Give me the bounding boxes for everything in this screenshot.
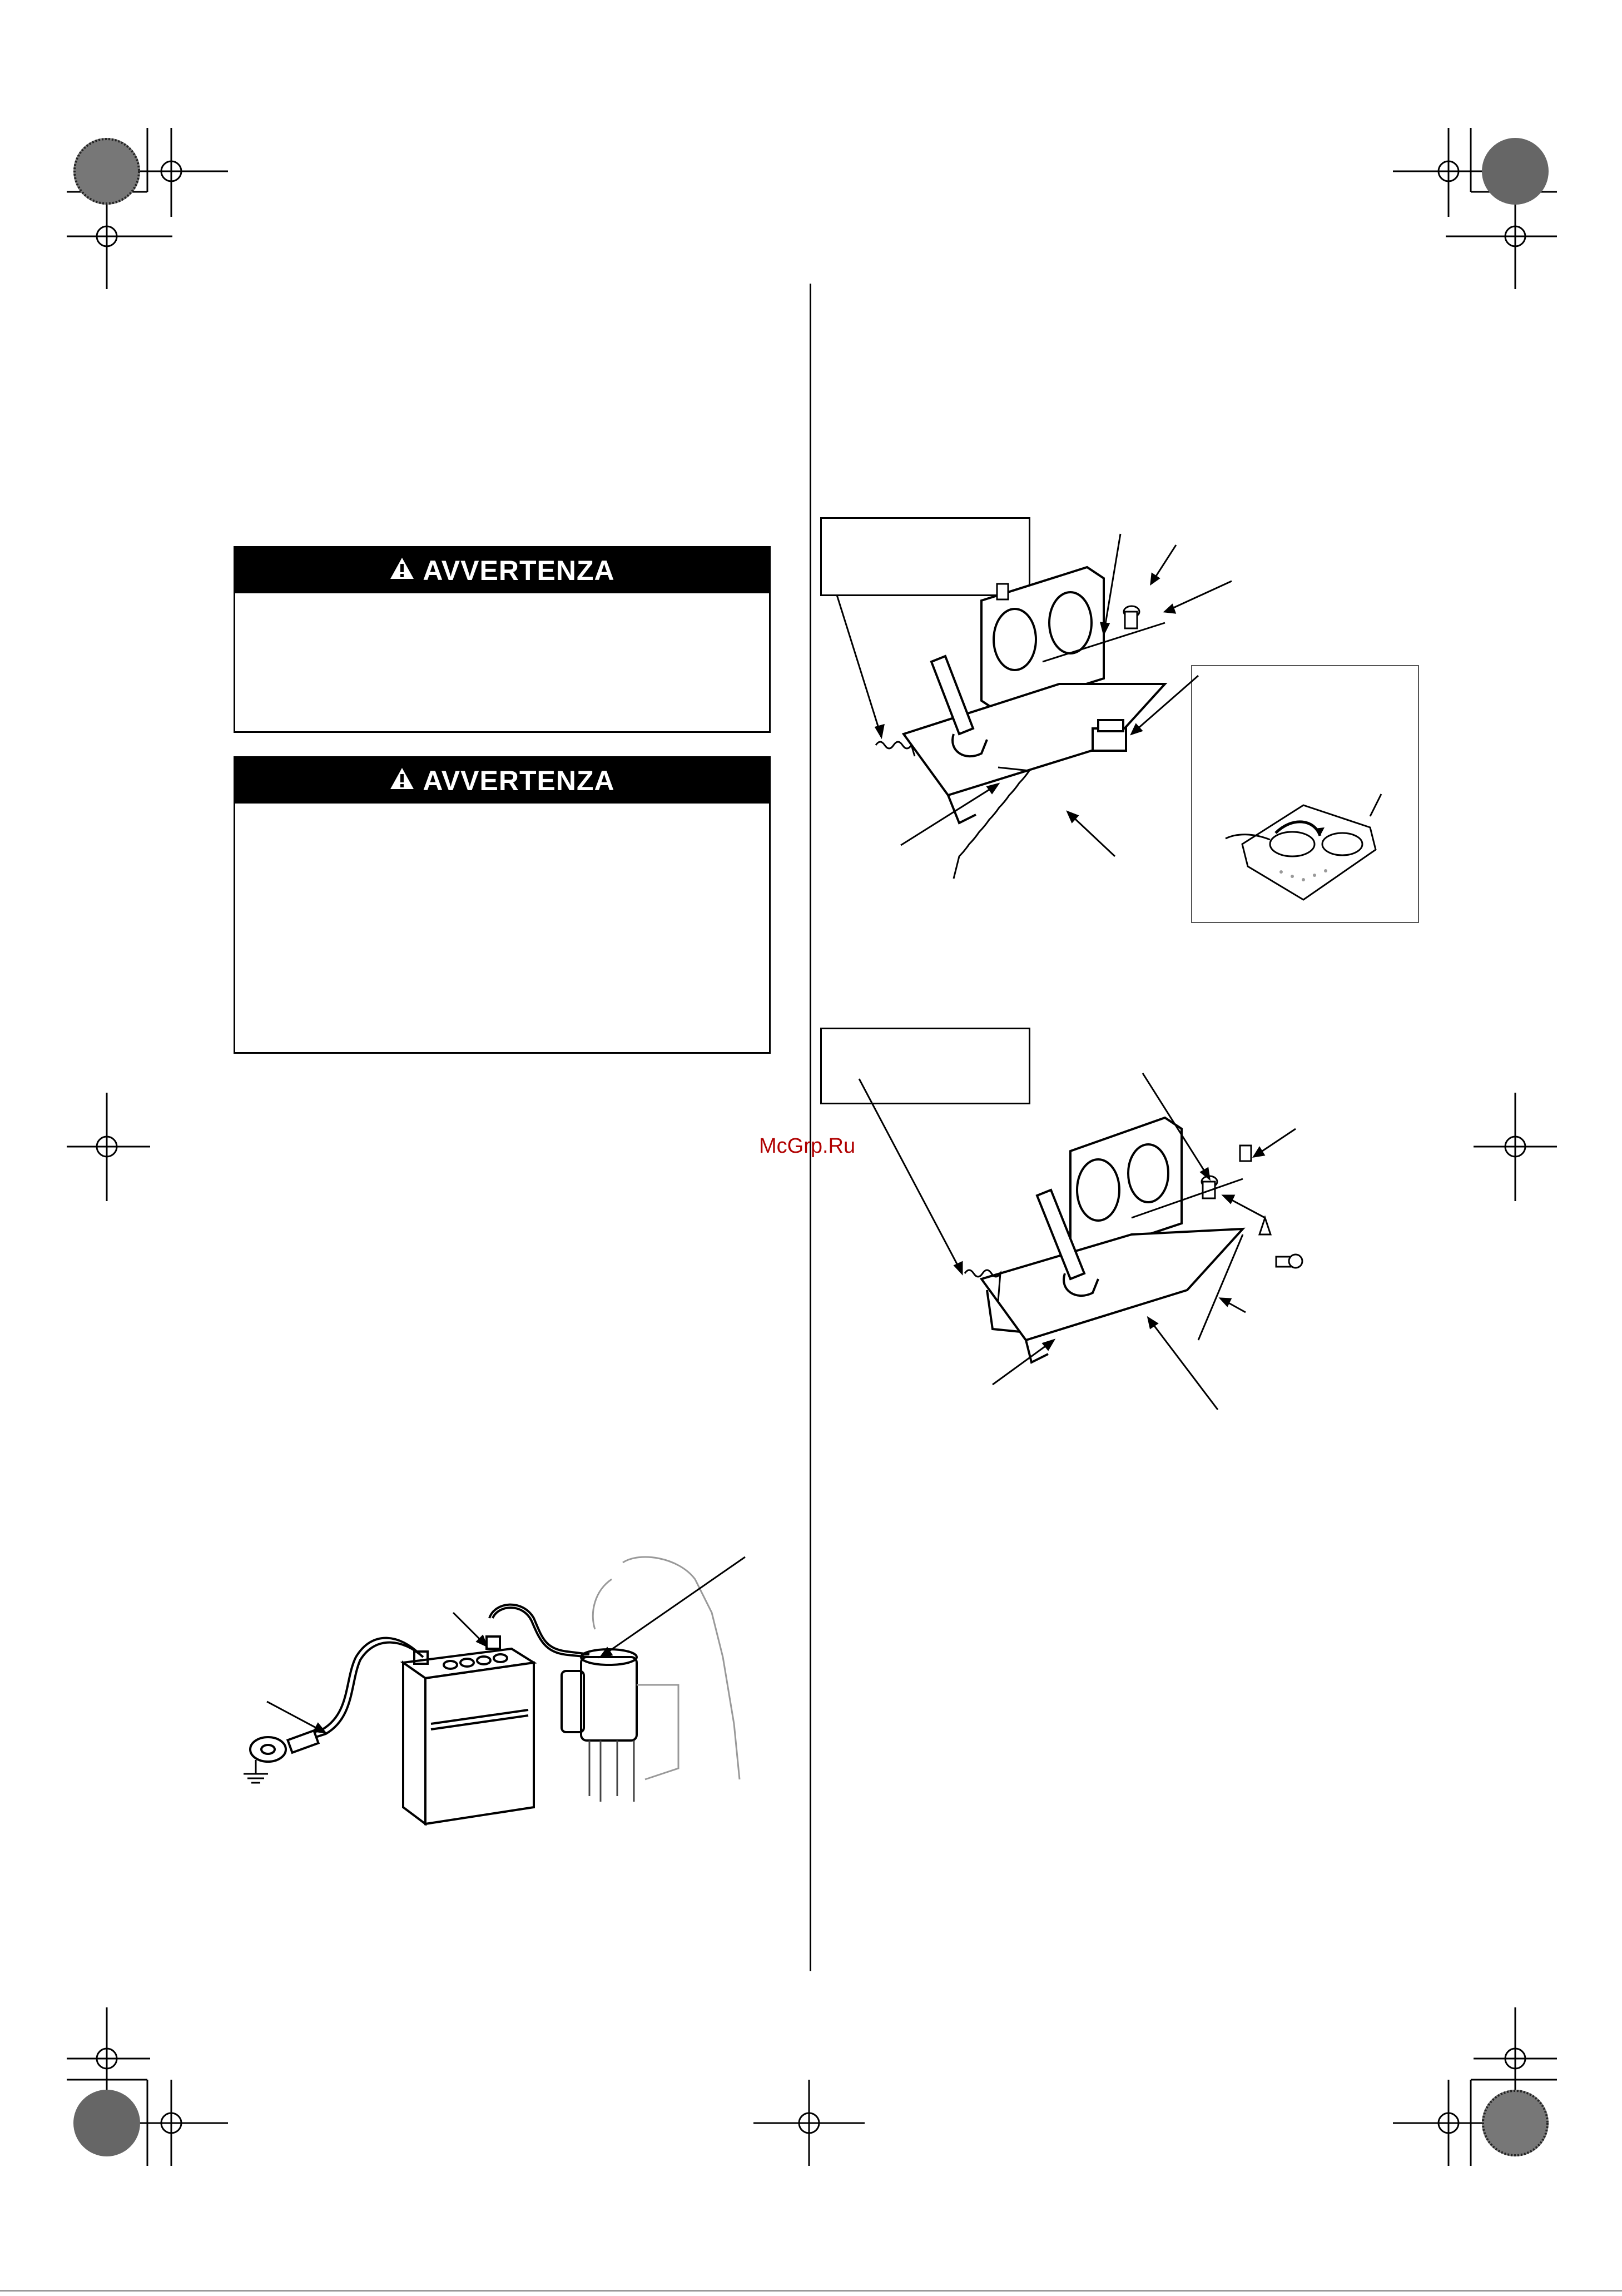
warning-header-1 (235, 548, 769, 593)
footer-rule (0, 2290, 1622, 2292)
warning-title-1: AVVERTENZA (423, 555, 615, 586)
warning-triangle-icon (389, 765, 415, 797)
warning-box-2 (234, 756, 771, 1054)
bracket-assembly-bottom (820, 1051, 1321, 1407)
warning-header-2 (235, 758, 769, 804)
column-divider (810, 284, 811, 1971)
bracket-assembly-top (820, 534, 1276, 879)
ground-symbol-icon (244, 1760, 268, 1783)
watermark: McGrp.Ru (759, 1134, 856, 1158)
warning-box-1 (234, 546, 771, 733)
warning-triangle-icon (389, 554, 415, 587)
warning-title-2: AVVERTENZA (423, 765, 615, 796)
battery-wiring-illustration (234, 1546, 767, 1880)
